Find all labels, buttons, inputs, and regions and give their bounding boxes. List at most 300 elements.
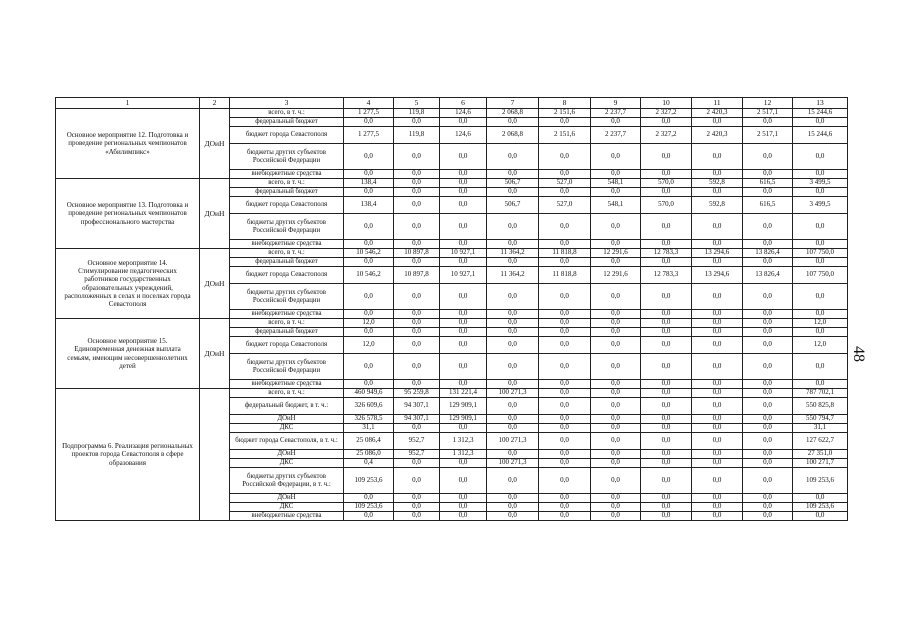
funding-source: федеральный бюджет bbox=[230, 258, 344, 267]
amount-cell: 0,0 bbox=[440, 170, 487, 179]
amount-cell: 0,0 bbox=[641, 170, 692, 179]
funding-source: федеральный бюджет bbox=[230, 328, 344, 337]
amount-cell: 0,0 bbox=[692, 389, 743, 398]
amount-cell: 0,0 bbox=[641, 337, 692, 354]
table-row bbox=[56, 319, 848, 328]
amount-cell: 0,0 bbox=[440, 328, 487, 337]
amount-cell: 0,0 bbox=[743, 415, 793, 424]
amount-cell: 2 420,3 bbox=[692, 109, 743, 118]
amount-cell: 0,0 bbox=[692, 337, 743, 354]
amount-cell: 0,0 bbox=[743, 240, 793, 249]
amount-cell: 952,7 bbox=[394, 450, 440, 459]
amount-cell: 0,0 bbox=[394, 328, 440, 337]
amount-cell: 10 897,8 bbox=[394, 267, 440, 284]
amount-cell: 13 826,4 bbox=[743, 249, 793, 258]
amount-cell: 0,0 bbox=[487, 468, 539, 494]
amount-cell: 0,0 bbox=[793, 214, 848, 240]
amount-cell: 0,0 bbox=[793, 240, 848, 249]
amount-cell: 0,0 bbox=[440, 424, 487, 433]
amount-cell: 0,0 bbox=[591, 459, 641, 468]
funding-source: бюджеты других субъектов Российской Федерации bbox=[230, 284, 344, 310]
amount-cell: 0,0 bbox=[692, 214, 743, 240]
amount-cell: 0,0 bbox=[440, 258, 487, 267]
amount-cell: 0,0 bbox=[440, 354, 487, 380]
amount-cell: 0,0 bbox=[440, 144, 487, 170]
amount-cell: 0,0 bbox=[793, 284, 848, 310]
funding-source: бюджет города Севастополя bbox=[230, 267, 344, 284]
amount-cell: 0,0 bbox=[487, 240, 539, 249]
column-header: 9 bbox=[591, 98, 641, 109]
amount-cell: 0,0 bbox=[394, 512, 440, 521]
funding-source: внебюджетные средства bbox=[230, 170, 344, 179]
amount-cell: 0,0 bbox=[394, 468, 440, 494]
amount-cell: 0,0 bbox=[440, 240, 487, 249]
amount-cell: 2 068,8 bbox=[487, 109, 539, 118]
amount-cell: 952,7 bbox=[394, 433, 440, 450]
amount-cell: 0,0 bbox=[344, 214, 394, 240]
amount-cell: 0,0 bbox=[743, 459, 793, 468]
funding-source: федеральный бюджет bbox=[230, 118, 344, 127]
amount-cell: 0,0 bbox=[743, 398, 793, 415]
responsible-executor: ДОиН bbox=[200, 179, 230, 249]
amount-cell: 3 499,5 bbox=[793, 179, 848, 188]
amount-cell: 0,0 bbox=[539, 459, 591, 468]
amount-cell: 0,0 bbox=[487, 380, 539, 389]
amount-cell: 25 086,4 bbox=[344, 433, 394, 450]
amount-cell: 2 237,7 bbox=[591, 109, 641, 118]
amount-cell: 616,5 bbox=[743, 197, 793, 214]
column-header: 7 bbox=[487, 98, 539, 109]
amount-cell: 0,0 bbox=[539, 398, 591, 415]
amount-cell: 0,0 bbox=[539, 354, 591, 380]
amount-cell: 124,6 bbox=[440, 127, 487, 144]
amount-cell: 0,0 bbox=[394, 284, 440, 310]
amount-cell: 0,0 bbox=[394, 170, 440, 179]
amount-cell: 548,1 bbox=[591, 179, 641, 188]
amount-cell: 0,0 bbox=[591, 354, 641, 380]
amount-cell: 0,0 bbox=[743, 424, 793, 433]
amount-cell: 0,0 bbox=[743, 170, 793, 179]
amount-cell: 0,0 bbox=[487, 398, 539, 415]
amount-cell: 0,0 bbox=[487, 258, 539, 267]
amount-cell: 2 327,2 bbox=[641, 109, 692, 118]
amount-cell: 0,0 bbox=[692, 512, 743, 521]
amount-cell: 109 253,6 bbox=[793, 468, 848, 494]
amount-cell: 0,0 bbox=[692, 258, 743, 267]
amount-cell: 0,0 bbox=[591, 415, 641, 424]
amount-cell: 0,0 bbox=[539, 415, 591, 424]
amount-cell: 0,0 bbox=[591, 258, 641, 267]
amount-cell: 0,0 bbox=[487, 450, 539, 459]
amount-cell: 0,0 bbox=[641, 354, 692, 380]
amount-cell: 100 271,7 bbox=[793, 459, 848, 468]
amount-cell: 0,0 bbox=[394, 503, 440, 512]
amount-cell: 0,0 bbox=[591, 398, 641, 415]
amount-cell: 0,0 bbox=[591, 319, 641, 328]
funding-source: внебюджетные средства bbox=[230, 240, 344, 249]
funding-source: бюджет города Севастополя bbox=[230, 127, 344, 144]
amount-cell: 592,8 bbox=[692, 197, 743, 214]
amount-cell: 0,0 bbox=[591, 328, 641, 337]
amount-cell: 119,8 bbox=[394, 109, 440, 118]
amount-cell: 0,0 bbox=[692, 468, 743, 494]
amount-cell: 15 244,6 bbox=[793, 109, 848, 118]
amount-cell: 0,0 bbox=[394, 310, 440, 319]
amount-cell: 0,0 bbox=[344, 284, 394, 310]
amount-cell: 0,0 bbox=[539, 380, 591, 389]
amount-cell: 2 068,8 bbox=[487, 127, 539, 144]
amount-cell: 13 294,6 bbox=[692, 267, 743, 284]
amount-cell: 0,0 bbox=[487, 512, 539, 521]
amount-cell: 527,0 bbox=[539, 197, 591, 214]
amount-cell: 0,0 bbox=[793, 118, 848, 127]
funding-source: ДКС bbox=[230, 424, 344, 433]
amount-cell: 0,0 bbox=[743, 319, 793, 328]
amount-cell: 0,0 bbox=[487, 170, 539, 179]
amount-cell: 1 312,3 bbox=[440, 433, 487, 450]
funding-source: внебюджетные средства bbox=[230, 380, 344, 389]
amount-cell: 0,0 bbox=[591, 512, 641, 521]
amount-cell: 0,0 bbox=[344, 512, 394, 521]
column-header: 6 bbox=[440, 98, 487, 109]
amount-cell: 0,0 bbox=[692, 424, 743, 433]
amount-cell: 0,0 bbox=[539, 258, 591, 267]
amount-cell: 10 927,1 bbox=[440, 249, 487, 258]
amount-cell: 0,0 bbox=[539, 337, 591, 354]
amount-cell: 0,0 bbox=[539, 424, 591, 433]
funding-source: внебюджетные средства bbox=[230, 512, 344, 521]
amount-cell: 0,0 bbox=[591, 389, 641, 398]
amount-cell: 0,0 bbox=[344, 118, 394, 127]
activity-name: Основное мероприятие 14. Стимулирование педагогических работников государственных образовательных учреждений, расположенных в селах и поселках города Севастополя bbox=[56, 249, 200, 319]
amount-cell: 0,0 bbox=[394, 179, 440, 188]
amount-cell: 129 909,1 bbox=[440, 415, 487, 424]
column-header: 13 bbox=[793, 98, 848, 109]
amount-cell: 0,0 bbox=[793, 310, 848, 319]
responsible-executor: ДОиН bbox=[200, 249, 230, 319]
amount-cell: 0,0 bbox=[641, 424, 692, 433]
activity-name: Основное мероприятие 13. Подготовка и проведение региональных чемпионатов профессионального мастерства bbox=[56, 179, 200, 249]
amount-cell: 31,1 bbox=[344, 424, 394, 433]
funding-source: всего, в т. ч.: bbox=[230, 319, 344, 328]
amount-cell: 0,0 bbox=[692, 380, 743, 389]
amount-cell: 0,0 bbox=[487, 337, 539, 354]
amount-cell: 0,0 bbox=[641, 503, 692, 512]
funding-source: бюджеты других субъектов Российской Федерации bbox=[230, 214, 344, 240]
amount-cell: 0,0 bbox=[394, 188, 440, 197]
amount-cell: 0,0 bbox=[641, 389, 692, 398]
amount-cell: 0,0 bbox=[539, 389, 591, 398]
amount-cell: 0,0 bbox=[743, 144, 793, 170]
amount-cell: 0,0 bbox=[344, 144, 394, 170]
amount-cell: 0,0 bbox=[743, 214, 793, 240]
amount-cell: 0,0 bbox=[793, 512, 848, 521]
amount-cell: 0,0 bbox=[440, 380, 487, 389]
funding-source: ДКС bbox=[230, 503, 344, 512]
amount-cell: 0,0 bbox=[641, 310, 692, 319]
amount-cell: 0,0 bbox=[591, 380, 641, 389]
amount-cell: 0,0 bbox=[440, 337, 487, 354]
amount-cell: 0,0 bbox=[641, 468, 692, 494]
amount-cell: 0,0 bbox=[591, 170, 641, 179]
amount-cell: 460 949,6 bbox=[344, 389, 394, 398]
amount-cell: 0,0 bbox=[591, 450, 641, 459]
amount-cell: 0,0 bbox=[743, 450, 793, 459]
amount-cell: 326 609,6 bbox=[344, 398, 394, 415]
amount-cell: 0,0 bbox=[591, 240, 641, 249]
amount-cell: 31,1 bbox=[793, 424, 848, 433]
amount-cell: 11 364,2 bbox=[487, 267, 539, 284]
amount-cell: 12 291,6 bbox=[591, 267, 641, 284]
table-row bbox=[56, 389, 848, 398]
amount-cell: 129 909,1 bbox=[440, 398, 487, 415]
amount-cell: 0,0 bbox=[539, 328, 591, 337]
amount-cell: 0,0 bbox=[539, 240, 591, 249]
amount-cell: 0,0 bbox=[487, 188, 539, 197]
amount-cell: 0,0 bbox=[394, 214, 440, 240]
amount-cell: 0,0 bbox=[539, 433, 591, 450]
funding-source: внебюджетные средства bbox=[230, 310, 344, 319]
amount-cell: 107 750,0 bbox=[793, 249, 848, 258]
amount-cell: 0,0 bbox=[641, 328, 692, 337]
amount-cell: 12 783,3 bbox=[641, 249, 692, 258]
amount-cell: 570,0 bbox=[641, 179, 692, 188]
amount-cell: 12 291,6 bbox=[591, 249, 641, 258]
activity-name: Подпрограмма 6. Реализация региональных проектов города Севастополя в сфере образования bbox=[56, 389, 200, 521]
amount-cell: 0,0 bbox=[793, 328, 848, 337]
amount-cell: 0,0 bbox=[344, 380, 394, 389]
amount-cell: 127 622,7 bbox=[793, 433, 848, 450]
amount-cell: 109 253,6 bbox=[793, 503, 848, 512]
amount-cell: 787 702,1 bbox=[793, 389, 848, 398]
amount-cell: 0,0 bbox=[692, 188, 743, 197]
activity-name: Основное мероприятие 12. Подготовка и проведение региональных чемпионатов «Абилимпикс» bbox=[56, 109, 200, 179]
amount-cell: 326 578,5 bbox=[344, 415, 394, 424]
amount-cell: 0,0 bbox=[692, 118, 743, 127]
amount-cell: 0,0 bbox=[743, 284, 793, 310]
amount-cell: 0,0 bbox=[692, 328, 743, 337]
amount-cell: 0,0 bbox=[692, 450, 743, 459]
amount-cell: 0,0 bbox=[394, 319, 440, 328]
amount-cell: 0,0 bbox=[641, 144, 692, 170]
amount-cell: 2 151,6 bbox=[539, 109, 591, 118]
amount-cell: 616,5 bbox=[743, 179, 793, 188]
amount-cell: 0,0 bbox=[743, 118, 793, 127]
amount-cell: 27 351,0 bbox=[793, 450, 848, 459]
amount-cell: 10 546,2 bbox=[344, 249, 394, 258]
amount-cell: 527,0 bbox=[539, 179, 591, 188]
amount-cell: 0,0 bbox=[743, 468, 793, 494]
amount-cell: 506,7 bbox=[487, 197, 539, 214]
amount-cell: 0,0 bbox=[641, 118, 692, 127]
funding-source: ДОиН bbox=[230, 450, 344, 459]
amount-cell: 2 420,3 bbox=[692, 127, 743, 144]
amount-cell: 0,0 bbox=[487, 284, 539, 310]
funding-source: всего, в т. ч.: bbox=[230, 389, 344, 398]
amount-cell: 0,0 bbox=[641, 415, 692, 424]
amount-cell: 13 826,4 bbox=[743, 267, 793, 284]
amount-cell: 0,0 bbox=[591, 494, 641, 503]
column-header: 2 bbox=[200, 98, 230, 109]
funding-source: бюджеты других субъектов Российской Федерации bbox=[230, 144, 344, 170]
amount-cell: 0,0 bbox=[692, 494, 743, 503]
amount-cell: 0,0 bbox=[591, 468, 641, 494]
amount-cell: 10 927,1 bbox=[440, 267, 487, 284]
column-header: 5 bbox=[394, 98, 440, 109]
amount-cell: 12,0 bbox=[344, 319, 394, 328]
amount-cell: 0,0 bbox=[344, 170, 394, 179]
amount-cell: 592,8 bbox=[692, 179, 743, 188]
amount-cell: 0,0 bbox=[394, 258, 440, 267]
amount-cell: 0,0 bbox=[591, 214, 641, 240]
amount-cell: 2 327,2 bbox=[641, 127, 692, 144]
amount-cell: 11 364,2 bbox=[487, 249, 539, 258]
amount-cell: 3 499,5 bbox=[793, 197, 848, 214]
amount-cell: 109 253,6 bbox=[344, 468, 394, 494]
amount-cell: 0,0 bbox=[641, 188, 692, 197]
amount-cell: 1 312,3 bbox=[440, 450, 487, 459]
responsible-executor: ДОиН bbox=[200, 109, 230, 179]
amount-cell: 0,0 bbox=[440, 503, 487, 512]
amount-cell: 0,0 bbox=[641, 512, 692, 521]
funding-source: федеральный бюджет bbox=[230, 188, 344, 197]
amount-cell: 0,0 bbox=[692, 144, 743, 170]
amount-cell: 0,0 bbox=[487, 214, 539, 240]
amount-cell: 11 818,8 bbox=[539, 267, 591, 284]
amount-cell: 0,0 bbox=[344, 494, 394, 503]
amount-cell: 100 271,3 bbox=[487, 459, 539, 468]
amount-cell: 0,0 bbox=[440, 214, 487, 240]
amount-cell: 0,0 bbox=[743, 258, 793, 267]
amount-cell: 0,0 bbox=[394, 197, 440, 214]
amount-cell: 100 271,3 bbox=[487, 389, 539, 398]
amount-cell: 0,0 bbox=[394, 354, 440, 380]
amount-cell: 0,0 bbox=[692, 310, 743, 319]
responsible-executor: ДОиН bbox=[200, 319, 230, 389]
amount-cell: 2 237,7 bbox=[591, 127, 641, 144]
funding-source: бюджеты других субъектов Российской Федерации, в т. ч.: bbox=[230, 468, 344, 494]
amount-cell: 109 253,6 bbox=[344, 503, 394, 512]
amount-cell: 0,0 bbox=[394, 459, 440, 468]
amount-cell: 0,0 bbox=[440, 188, 487, 197]
amount-cell: 570,0 bbox=[641, 197, 692, 214]
amount-cell: 94 307,1 bbox=[394, 398, 440, 415]
amount-cell: 0,0 bbox=[440, 468, 487, 494]
amount-cell: 100 271,3 bbox=[487, 433, 539, 450]
amount-cell: 0,0 bbox=[591, 284, 641, 310]
column-header: 8 bbox=[539, 98, 591, 109]
amount-cell: 0,0 bbox=[591, 337, 641, 354]
amount-cell: 1 277,5 bbox=[344, 127, 394, 144]
amount-cell: 0,0 bbox=[487, 328, 539, 337]
amount-cell: 0,0 bbox=[591, 118, 641, 127]
amount-cell: 0,0 bbox=[692, 415, 743, 424]
column-header: 4 bbox=[344, 98, 394, 109]
amount-cell: 0,0 bbox=[487, 494, 539, 503]
amount-cell: 0,0 bbox=[743, 337, 793, 354]
amount-cell: 0,0 bbox=[641, 494, 692, 503]
amount-cell: 0,0 bbox=[440, 118, 487, 127]
funding-source: бюджет города Севастополя bbox=[230, 337, 344, 354]
amount-cell: 0,0 bbox=[793, 380, 848, 389]
amount-cell: 0,0 bbox=[641, 380, 692, 389]
amount-cell: 0,0 bbox=[440, 197, 487, 214]
amount-cell: 0,0 bbox=[394, 240, 440, 249]
amount-cell: 0,0 bbox=[641, 214, 692, 240]
amount-cell: 0,0 bbox=[692, 240, 743, 249]
amount-cell: 0,0 bbox=[743, 310, 793, 319]
amount-cell: 0,0 bbox=[539, 214, 591, 240]
amount-cell: 0,0 bbox=[487, 319, 539, 328]
amount-cell: 0,0 bbox=[692, 398, 743, 415]
amount-cell: 0,0 bbox=[344, 188, 394, 197]
amount-cell: 0,0 bbox=[641, 459, 692, 468]
amount-cell: 0,0 bbox=[440, 284, 487, 310]
funding-source: всего, в т. ч.: bbox=[230, 109, 344, 118]
amount-cell: 0,0 bbox=[591, 433, 641, 450]
amount-cell: 0,0 bbox=[539, 310, 591, 319]
amount-cell: 0,0 bbox=[793, 354, 848, 380]
amount-cell: 0,0 bbox=[344, 310, 394, 319]
amount-cell: 0,0 bbox=[692, 284, 743, 310]
amount-cell: 124,6 bbox=[440, 109, 487, 118]
table-row bbox=[56, 179, 848, 188]
amount-cell: 0,0 bbox=[344, 258, 394, 267]
amount-cell: 0,0 bbox=[440, 179, 487, 188]
amount-cell: 0,0 bbox=[487, 424, 539, 433]
amount-cell: 0,0 bbox=[743, 188, 793, 197]
amount-cell: 0,0 bbox=[487, 310, 539, 319]
funding-source: всего, в т. ч.: bbox=[230, 249, 344, 258]
amount-cell: 0,0 bbox=[591, 424, 641, 433]
budget-table bbox=[55, 97, 848, 521]
amount-cell: 12,0 bbox=[793, 319, 848, 328]
amount-cell: 0,0 bbox=[539, 468, 591, 494]
amount-cell: 548,1 bbox=[591, 197, 641, 214]
amount-cell: 0,0 bbox=[692, 170, 743, 179]
amount-cell: 138,4 bbox=[344, 179, 394, 188]
amount-cell: 0,0 bbox=[539, 503, 591, 512]
activity-name: Основное мероприятие 15. Единовременная денежная выплата семьям, имеющим несовершеннолетних детей bbox=[56, 319, 200, 389]
amount-cell: 25 086,0 bbox=[344, 450, 394, 459]
amount-cell: 13 294,6 bbox=[692, 249, 743, 258]
amount-cell: 131 221,4 bbox=[440, 389, 487, 398]
funding-source: всего, в т. ч.: bbox=[230, 179, 344, 188]
amount-cell: 0,0 bbox=[641, 319, 692, 328]
amount-cell: 0,0 bbox=[344, 328, 394, 337]
amount-cell: 1 277,5 bbox=[344, 109, 394, 118]
amount-cell: 0,0 bbox=[394, 494, 440, 503]
amount-cell: 0,0 bbox=[743, 503, 793, 512]
funding-source: бюджет города Севастополя bbox=[230, 197, 344, 214]
amount-cell: 0,0 bbox=[743, 389, 793, 398]
amount-cell: 0,0 bbox=[692, 459, 743, 468]
amount-cell: 0,0 bbox=[539, 494, 591, 503]
amount-cell: 0,0 bbox=[692, 503, 743, 512]
amount-cell: 95 259,8 bbox=[394, 389, 440, 398]
amount-cell: 12,0 bbox=[793, 337, 848, 354]
amount-cell: 0,0 bbox=[793, 144, 848, 170]
table-row bbox=[56, 109, 848, 118]
funding-source: бюджеты других субъектов Российской Федерации bbox=[230, 354, 344, 380]
amount-cell: 2 517,1 bbox=[743, 127, 793, 144]
amount-cell: 0,0 bbox=[539, 450, 591, 459]
amount-cell: 0,0 bbox=[487, 354, 539, 380]
amount-cell: 0,0 bbox=[539, 170, 591, 179]
amount-cell: 0,0 bbox=[793, 170, 848, 179]
page-number: 48 bbox=[850, 346, 867, 362]
funding-source: ДОиН bbox=[230, 494, 344, 503]
